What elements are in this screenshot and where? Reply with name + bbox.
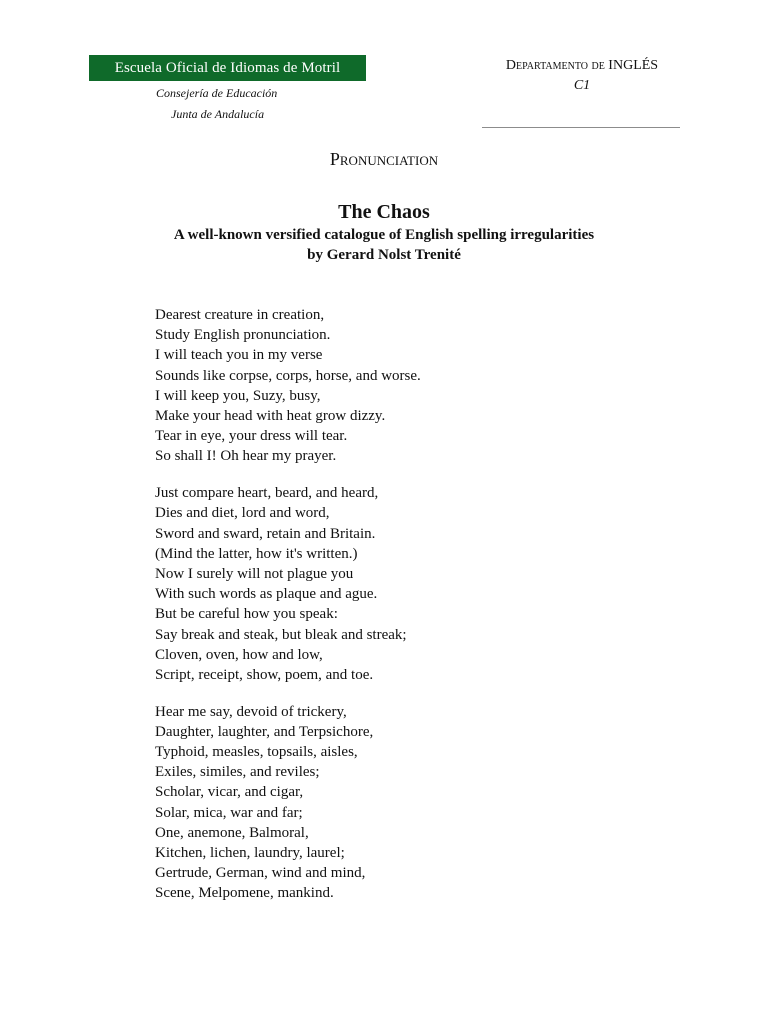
junta-label: Junta de Andalucía: [171, 107, 265, 121]
poem-line: Say break and steak, but bleak and streak;: [155, 626, 407, 643]
poem-line: Dearest creature in creation,: [155, 307, 325, 323]
poem-line: With such words as plaque and ague.: [155, 586, 378, 603]
poem-line: Exiles, similes, and reviles;: [155, 764, 320, 781]
poem-line: Study English pronunciation.: [155, 327, 331, 344]
poem-author: by Gerard Nolst Trenité: [307, 247, 461, 263]
poem-title: The Chaos: [338, 201, 430, 223]
poem-line: Kitchen, lichen, laundry, laurel;: [155, 845, 345, 862]
poem-stanza: [155, 305, 715, 467]
poem-line: Now I surely will not plague you: [155, 565, 354, 582]
poem-line: Dies and diet, lord and word,: [155, 505, 330, 522]
poem-line: Scholar, vicar, and cigar,: [155, 784, 304, 801]
section-heading: Pronunciation: [329, 149, 439, 169]
level-label: C1: [573, 78, 591, 93]
poem-line: I will keep you, Suzy, busy,: [155, 387, 321, 404]
poem-line: (Mind the latter, how it's written.): [155, 545, 358, 562]
poem-line: Sword and sward, retain and Britain.: [155, 525, 376, 542]
poem-line: Cloven, oven, how and low,: [155, 646, 323, 663]
poem-stanza: [155, 483, 715, 685]
poem-line: Tear in eye, your dress will tear.: [155, 428, 348, 445]
poem-stanza: [155, 702, 715, 904]
poem-line: Solar, mica, war and far;: [155, 804, 303, 821]
poem-line: So shall I! Oh hear my prayer.: [155, 448, 337, 465]
poem-line: Just compare heart, beard, and heard,: [155, 485, 379, 502]
poem-line: Make your head with heat grow dizzy.: [155, 408, 386, 425]
school-name-banner: Escuela Oficial de Idiomas de Motril: [89, 55, 366, 81]
poem-line: One, anemone, Balmoral,: [155, 824, 309, 841]
poem-line: Gertrude, German, wind and mind,: [155, 865, 366, 882]
department-label: Departamento de INGLÉS: [505, 58, 659, 73]
poem-line: I will teach you in my verse: [155, 347, 323, 364]
poem-body: [155, 305, 715, 920]
poem-line: But be careful how you speak:: [155, 606, 338, 623]
poem-line: Sounds like corpse, corps, horse, and worse.: [155, 367, 421, 384]
poem-line: Typhoid, measles, topsails, aisles,: [155, 744, 358, 761]
header-divider: [482, 127, 680, 128]
poem-line: Daughter, laughter, and Terpsichore,: [155, 723, 374, 740]
poem-subtitle: A well-known versified catalogue of English spelling irregularities: [173, 227, 595, 243]
poem-line: Scene, Melpomene, mankind.: [155, 885, 334, 902]
consejeria-label: Consejería de Educación: [156, 86, 278, 100]
poem-line: Script, receipt, show, poem, and toe.: [155, 666, 374, 683]
poem-line: Hear me say, devoid of trickery,: [155, 703, 347, 720]
